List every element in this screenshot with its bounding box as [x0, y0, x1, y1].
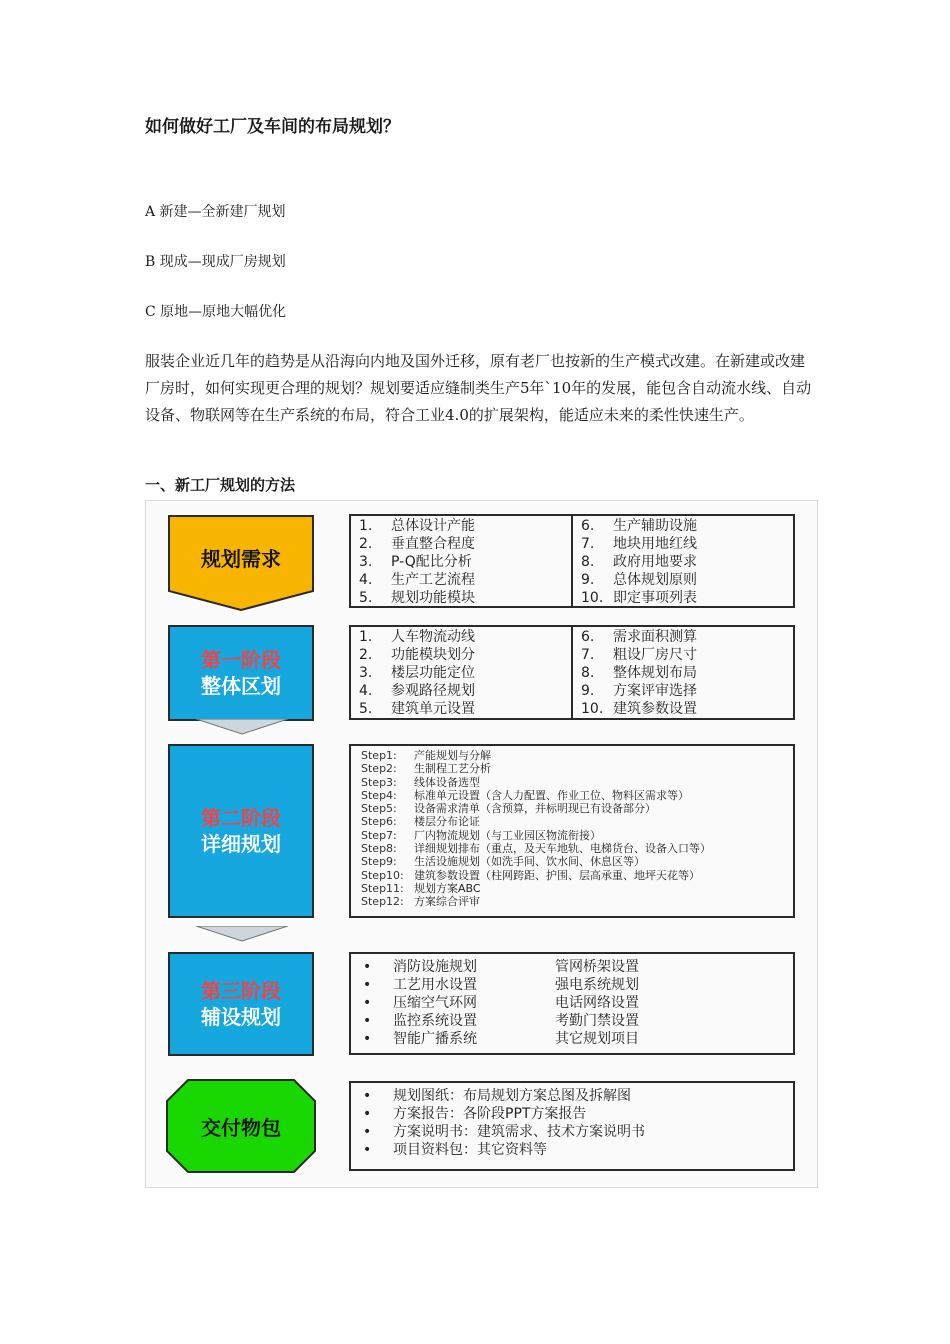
phase-one-box: [349, 625, 795, 720]
step-item: Step1: 产能规划与分解: [361, 749, 491, 762]
list-item: 3. P-Q配比分析: [359, 554, 472, 570]
down-chevron-arrow: [196, 926, 288, 942]
list-item: 2. 功能模块划分: [359, 647, 475, 663]
step-item: Step7: 厂内物流规划（与工业园区物流衔接）: [361, 828, 601, 842]
phase-two-subtitle: 详细规划: [201, 832, 281, 856]
list-item: • 方案说明书：建筑需求、技术方案说明书: [363, 1124, 645, 1140]
list-item: • 消防设施规划 管网桥架设置: [363, 959, 639, 975]
list-item: 8. 整体规划布局: [581, 665, 697, 681]
list-item: • 方案报告：各阶段PPT方案报告: [363, 1106, 587, 1122]
step-item: Step4: 标准单元设置（含人力配置、作业工位、物料区需求等）: [361, 788, 689, 802]
list-item: 10. 即定事项列表: [581, 590, 697, 606]
planning-method-diagram: [145, 500, 818, 1188]
requirements-label: 规划需求: [201, 547, 281, 571]
deliverables-box: [349, 1081, 795, 1171]
phase-one-stage: [168, 625, 314, 721]
step-item: Step10: 建筑参数设置（柱网跨距、护围、层高承重、地坪天花等）: [361, 868, 700, 882]
phase-one-title: 第一阶段: [201, 648, 281, 672]
requirements-left-column: [351, 516, 571, 606]
phase-three-stage: [168, 952, 314, 1056]
step-item: Step2: 生制程工艺分析: [361, 762, 491, 776]
phase-one-left-column: [351, 627, 571, 718]
phase-two-title: 第二阶段: [201, 806, 281, 830]
list-item: 6. 生产辅助设施: [581, 518, 697, 534]
list-item: 4. 参观路径规划: [359, 683, 475, 699]
step-item: Step8: 详细规划排布（重点，及天车地轨、电梯货台、设备入口等）: [361, 842, 711, 856]
list-item: 9. 方案评审选择: [581, 683, 697, 699]
page-title: 如何做好工厂及车间的布局规划？: [145, 117, 400, 137]
requirements-box: [349, 514, 795, 608]
list-item: 5. 规划功能模块: [359, 590, 475, 606]
list-item: 10. 建筑参数设置: [581, 701, 697, 717]
requirements-right-column: [571, 516, 793, 606]
phase-two-stage: [168, 744, 314, 918]
list-item: 1. 总体设计产能: [359, 518, 475, 534]
step-item: Step6: 楼层分布论证: [361, 815, 480, 829]
option-a: A 新建—全新建厂规划: [145, 204, 286, 220]
phase-three-title: 第三阶段: [201, 979, 281, 1003]
list-item: 1. 人车物流动线: [359, 629, 475, 645]
step-item: Step11: 规划方案ABC: [361, 881, 481, 895]
list-item: • 规划图纸：布局规划方案总图及拆解图: [363, 1088, 631, 1104]
step-item: Step5: 设备需求清单（含预算，并标明现已有设备部分）: [361, 802, 656, 816]
list-item: 7. 粗设厂房尺寸: [581, 647, 697, 663]
list-item: • 压缩空气环网 电话网络设置: [363, 995, 639, 1011]
phase-one-right-column: [571, 627, 793, 718]
deliverables-stage: [166, 1079, 316, 1173]
phase-two-box: [349, 744, 795, 918]
list-item: 2. 垂直整合程度: [359, 536, 475, 552]
section-heading: 一、新工厂规划的方法: [145, 476, 296, 494]
list-item: 7. 地块用地红线: [581, 536, 697, 552]
list-item: 8. 政府用地要求: [581, 554, 697, 570]
step-item: Step3: 线体设备选型: [361, 775, 480, 789]
list-item: • 工艺用水设置 强电系统规划: [363, 977, 639, 993]
list-item: • 智能广播系统 其它规划项目: [363, 1031, 639, 1047]
intro-paragraph: 服装企业近几年的趋势是从沿海向内地及国外迁移，原有老厂也按新的生产模式改建。在新建或改建厂房时，如何实现更合理的规划？规划要适应缝制类生产5年`10年的发展，能包含自动流水线、自动设备、物联网等在生产系统的布局，符合工业4.0的扩展架构，能适应未来的柔性快速生产。: [145, 352, 812, 424]
list-item: 6. 需求面积测算: [581, 629, 697, 645]
planning-requirements-stage: [168, 515, 314, 611]
deliverables-label: 交付物包: [201, 1116, 281, 1140]
list-item: 5. 建筑单元设置: [359, 701, 475, 717]
list-item: • 监控系统设置 考勤门禁设置: [363, 1013, 639, 1029]
list-item: 9. 总体规划原则: [581, 572, 697, 588]
option-b: B 现成—现成厂房规划: [145, 254, 286, 270]
list-item: 3. 楼层功能定位: [359, 665, 475, 681]
list-item: • 项目资料包：其它资料等: [363, 1142, 547, 1158]
step-item: Step9: 生活设施规划（如洗手间、饮水间、休息区等）: [361, 855, 645, 869]
down-chevron-arrow: [196, 719, 288, 735]
option-c: C 原地—原地大幅优化: [145, 304, 287, 320]
phase-three-subtitle: 辅设规划: [201, 1005, 281, 1029]
phase-three-box: [349, 952, 795, 1055]
phase-one-subtitle: 整体区划: [201, 674, 281, 698]
step-item: Step12: 方案综合评审: [361, 895, 480, 909]
list-item: 4. 生产工艺流程: [359, 572, 475, 588]
